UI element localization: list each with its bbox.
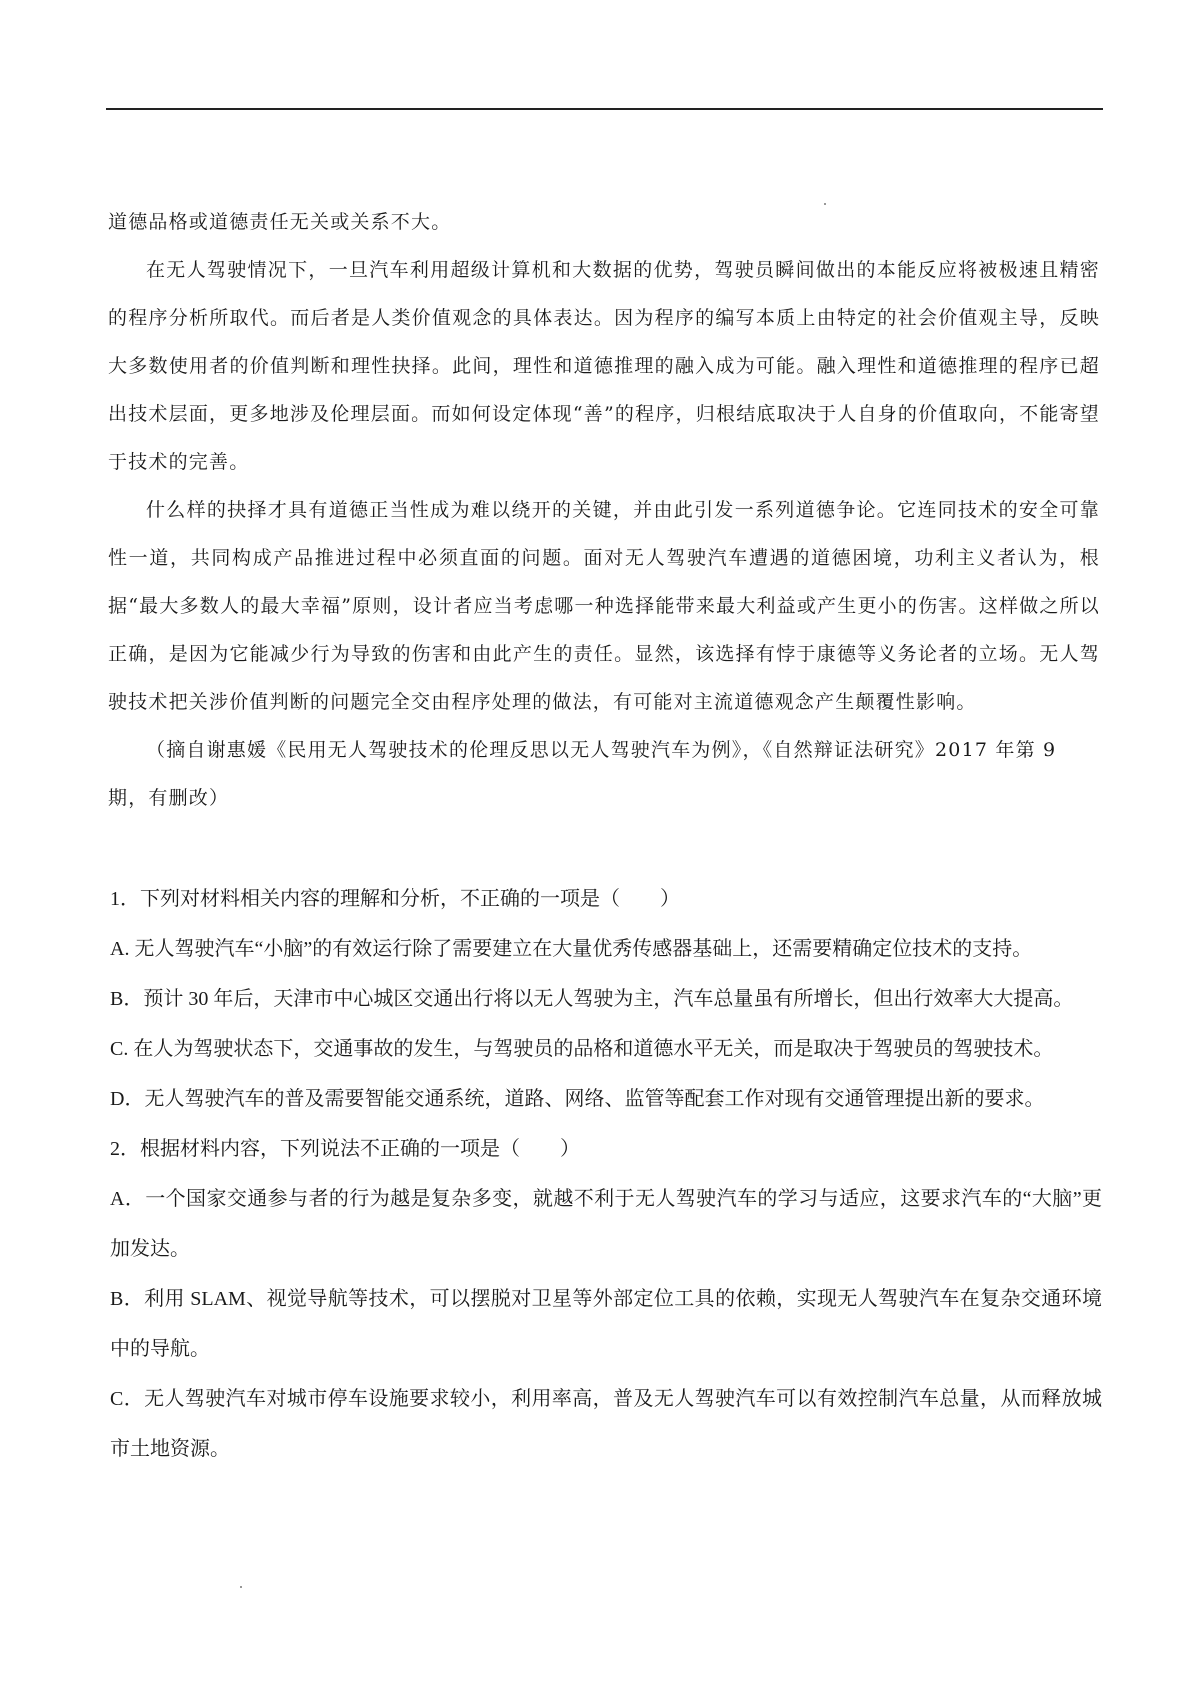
passage-continuation: 道德品格或道德责任无关或关系不大。 bbox=[108, 211, 452, 233]
passage-paragraph-2: 什么样的抉择才具有道德正当性成为难以绕开的关键，并由此引发一系列道德争论。它连同技术的安全可靠性一道，共同构成产品推进过程中必须直面的问题。面对无人驾驶汽车遭遇的道德困境，功利主义者认为，根据“最大多数人的最大幸福”原则，设计者应当考虑哪一种选择能带来最大利益或产生更小的伤害。这样做之所以正确，是因为它能减少行为导致的伤害和由此产生的责任。显然，该选择有悖于康德等义务论者的立场。无人驾驶技术把关涉价值判断的问题完全交由程序处理的做法，有可能对主流道德观念产生颠覆性影响。 bbox=[108, 499, 1100, 713]
question-1-stem: 1．下列对材料相关内容的理解和分析，不正确的一项是（ ） bbox=[110, 888, 680, 910]
scan-speck bbox=[824, 203, 826, 205]
passage-paragraph-1: 在无人驾驶情况下，一旦汽车利用超级计算机和大数据的优势，驾驶员瞬间做出的本能反应将被极速且精密的程序分析所取代。而后者是人类价值观念的具体表达。因为程序的编写本质上由特定的社会价值观主导，反映大多数使用者的价值判断和理性抉择。此间，理性和道德推理的融入成为可能。融入理性和道德推理的程序已超出技术层面，更多地涉及伦理层面。而如何设定体现“善”的程序，归根结底取决于人自身的价值取向，不能寄望于技术的完善。 bbox=[108, 259, 1100, 473]
question-2-option-b: B．利用 SLAM、视觉导航等技术，可以摆脱对卫星等外部定位工具的依赖，实现无人驾驶汽车在复杂交通环境中的导航。 bbox=[110, 1288, 1102, 1360]
passage-source: （摘自谢惠媛《民用无人驾驶技术的伦理反思以无人驾驶汽车为例》，《自然辩证法研究》2017 年第 9 bbox=[146, 739, 1057, 761]
question-1-option-c: C. 在人为驾驶状态下，交通事故的发生，与驾驶员的品格和道德水平无关，而是取决于驾驶员的驾驶技术。 bbox=[110, 1038, 1054, 1060]
header-rule bbox=[106, 108, 1103, 110]
question-2-stem: 2．根据材料内容，下列说法不正确的一项是（ ） bbox=[110, 1138, 580, 1160]
question-1-option-b: B．预计 30 年后，天津市中心城区交通出行将以无人驾驶为主，汽车总量虽有所增长，但出行效率大大提高。 bbox=[110, 988, 1074, 1010]
passage-source-tail: 期，有删改） bbox=[108, 787, 230, 809]
question-1-option-a: A. 无人驾驶汽车“小脑”的有效运行除了需要建立在大量优秀传感器基础上，还需要精确定位技术的支持。 bbox=[110, 938, 1033, 960]
question-2-option-c: C．无人驾驶汽车对城市停车设施要求较小，利用率高，普及无人驾驶汽车可以有效控制汽车总量，从而释放城市土地资源。 bbox=[110, 1388, 1102, 1460]
scan-speck bbox=[240, 1586, 242, 1588]
question-2-option-a: A．一个国家交通参与者的行为越是复杂多变，就越不利于无人驾驶汽车的学习与适应，这要求汽车的“大脑”更加发达。 bbox=[110, 1188, 1102, 1260]
question-section bbox=[110, 874, 1102, 1474]
question-1-option-d: D．无人驾驶汽车的普及需要智能交通系统，道路、网络、监管等配套工作对现有交通管理提出新的要求。 bbox=[110, 1088, 1045, 1110]
reading-passage bbox=[108, 198, 1100, 822]
